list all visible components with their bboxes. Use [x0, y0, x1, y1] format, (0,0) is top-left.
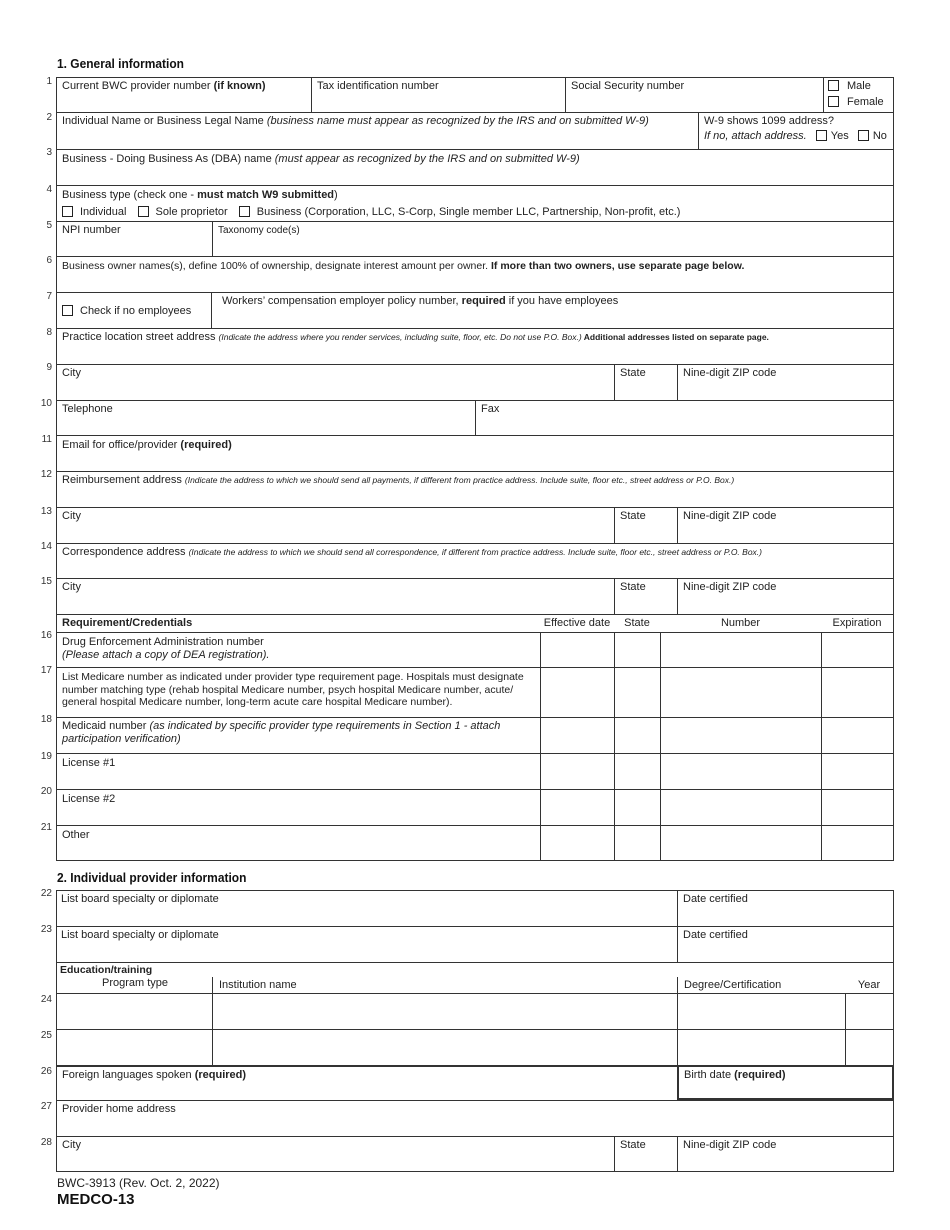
row-25 — [56, 1029, 894, 1065]
license1-expiration[interactable] — [821, 754, 893, 789]
row-number: 16 — [40, 630, 52, 641]
row-17 — [56, 667, 894, 717]
row-15 — [56, 578, 894, 614]
row-23 — [56, 926, 894, 962]
medicare-state[interactable] — [614, 668, 660, 717]
row-number: 12 — [40, 469, 52, 480]
education-year-header: Year — [857, 979, 881, 991]
state-field[interactable]: State — [614, 579, 677, 614]
row-20 — [56, 789, 894, 825]
row-4 — [56, 185, 894, 221]
license1-number[interactable] — [660, 754, 821, 789]
credentials-header — [56, 614, 894, 632]
state-field[interactable]: State — [614, 508, 677, 543]
board-specialty-field[interactable]: List board specialty or diplomate — [61, 929, 219, 941]
other-number[interactable] — [660, 826, 821, 860]
year-field[interactable] — [845, 1030, 893, 1065]
row-7 — [56, 292, 894, 328]
male-checkbox[interactable] — [828, 80, 839, 91]
row-6 — [56, 256, 894, 292]
row-22 — [56, 890, 894, 926]
row-number: 3 — [46, 147, 52, 158]
row-number: 20 — [40, 786, 52, 797]
medicaid-state[interactable] — [614, 718, 660, 753]
row-number: 11 — [41, 434, 52, 445]
row-number: 26 — [40, 1066, 52, 1077]
row-number: 5 — [46, 220, 52, 231]
row-number: 8 — [46, 327, 52, 338]
medicare-expiration[interactable] — [821, 668, 893, 717]
license1-effective-date[interactable] — [540, 754, 614, 789]
checkbox[interactable] — [62, 206, 73, 217]
dea-expiration[interactable] — [821, 633, 893, 667]
credentials-header-req: Requirement/Credentials — [62, 617, 193, 629]
row-number: 13 — [40, 506, 52, 517]
no-employees-option[interactable]: Check if no employees — [57, 293, 211, 328]
business-type-individual[interactable]: Individual — [62, 206, 126, 219]
medicare-effective-date[interactable] — [540, 668, 614, 717]
date-certified-field[interactable]: Date certified — [677, 927, 893, 962]
medicare-label: List Medicare number as indicated under provider type requirement page. Hospitals must designate number matching type (rehab hospital Medicare number, psych hospital Medicare number, acute/ general hospital Medicare number, long-term acute care hospital Medicare number). — [62, 671, 524, 708]
license2-state[interactable] — [614, 790, 660, 825]
birth-date-field[interactable]: Birth date (required) — [677, 1067, 893, 1100]
row-number: 25 — [40, 1030, 52, 1041]
row-number: 6 — [46, 255, 52, 266]
row-21 — [56, 825, 894, 861]
w9-no-checkbox[interactable] — [858, 130, 869, 141]
row-number: 2 — [46, 112, 52, 123]
row-16 — [56, 632, 894, 667]
ssn-field[interactable]: Social Security number — [565, 78, 823, 112]
row-number: 14 — [40, 541, 52, 552]
degree-field[interactable] — [677, 1030, 845, 1065]
medicaid-expiration[interactable] — [821, 718, 893, 753]
education-header — [56, 962, 894, 993]
row-13 — [56, 507, 894, 543]
no-employees-checkbox[interactable] — [62, 305, 73, 316]
foreign-languages-field[interactable]: Foreign languages spoken (required) — [62, 1069, 247, 1081]
program-type-field[interactable] — [57, 1030, 212, 1065]
section2-title: 2. Individual provider information — [57, 870, 247, 885]
row-2 — [56, 112, 894, 149]
other-state[interactable] — [614, 826, 660, 860]
state-field[interactable]: State — [614, 365, 677, 400]
education-institution-header: Institution name — [212, 977, 677, 993]
dea-state[interactable] — [614, 633, 660, 667]
row-number: 9 — [46, 362, 52, 373]
taxonomy-field[interactable]: Taxonomy code(s) — [212, 222, 893, 256]
provider-number-field[interactable]: Current BWC provider number (if known) — [62, 80, 266, 92]
row-number: 27 — [40, 1101, 52, 1112]
row-number: 10 — [40, 398, 52, 409]
other-expiration[interactable] — [821, 826, 893, 860]
row-number: 18 — [40, 714, 52, 725]
credentials-header-state: State — [624, 617, 650, 629]
business-type-sole-proprietor[interactable]: Sole proprietor — [138, 206, 228, 219]
row-5 — [56, 221, 894, 256]
board-specialty-field[interactable]: List board specialty or diplomate — [61, 893, 219, 905]
row-12 — [56, 471, 894, 507]
city-field[interactable]: City — [62, 581, 81, 593]
policy-number-field[interactable]: Workers’ compensation employer policy number, required if you have employees — [211, 293, 893, 328]
row-1 — [56, 77, 894, 112]
row-number: 28 — [40, 1137, 52, 1148]
row-number: 22 — [40, 888, 52, 899]
row-number: 7 — [46, 291, 52, 302]
row-3 — [56, 149, 894, 185]
form-code: MEDCO-13 — [57, 1191, 135, 1208]
zip-field[interactable]: Nine-digit ZIP code — [677, 365, 893, 400]
medicare-number[interactable] — [660, 668, 821, 717]
institution-name-field[interactable] — [212, 1030, 677, 1065]
dea-effective-date[interactable] — [540, 633, 614, 667]
license2-label: License #2 — [62, 793, 116, 805]
license1-state[interactable] — [614, 754, 660, 789]
row-number: 21 — [40, 822, 52, 833]
zip-field[interactable]: Nine-digit ZIP code — [677, 1137, 893, 1171]
practice-address-field[interactable]: Practice location street address (Indicate the address where you render services, including suite, floor, etc. Do not use P.O. Box.) Additional addresses listed on separate page. — [62, 331, 769, 343]
row-8 — [56, 328, 894, 364]
row-number: 4 — [46, 184, 52, 195]
city-field[interactable]: City — [62, 367, 81, 379]
telephone-field[interactable]: Telephone — [62, 403, 113, 415]
medicaid-effective-date[interactable] — [540, 718, 614, 753]
city-field[interactable]: City — [62, 510, 81, 522]
business-type-group: Business type (check one - must match W9 submitted) Individual Sole proprietor Business (Corporation, LLC, S-Corp, Single member LLC, Partnership, Non-profit, etc.) — [62, 189, 681, 218]
degree-field[interactable] — [677, 994, 845, 1029]
credentials-header-exp: Expiration — [832, 617, 882, 629]
row-9 — [56, 364, 894, 400]
dba-field[interactable]: Business - Doing Business As (DBA) name (must appear as recognized by the IRS and on submitted W-9) — [62, 153, 580, 165]
female-option[interactable]: Female — [828, 96, 889, 109]
row-number: 23 — [40, 924, 52, 935]
row-number: 24 — [40, 994, 52, 1005]
row-14 — [56, 543, 894, 578]
dea-label: Drug Enforcement Administration number (Please attach a copy of DEA registration). — [62, 636, 270, 661]
female-checkbox[interactable] — [828, 96, 839, 107]
row-number: 17 — [40, 665, 52, 676]
checkbox[interactable] — [239, 206, 250, 217]
correspondence-address-field[interactable]: Correspondence address (Indicate the address to which we should send all correspondence, if different from practice address. Include suite, floor etc., street address or P.O. Box.) — [62, 546, 762, 558]
email-field[interactable]: Email for office/provider (required) — [62, 439, 232, 451]
institution-name-field[interactable] — [212, 994, 677, 1029]
medicaid-label: Medicaid number (as indicated by specific provider type requirements in Section 1 - attach participation verification) — [62, 720, 501, 745]
home-address-field[interactable]: Provider home address — [62, 1103, 176, 1115]
license1-label: License #1 — [62, 757, 116, 769]
gender-options — [823, 78, 893, 112]
male-option[interactable]: Male — [828, 80, 889, 93]
zip-field[interactable]: Nine-digit ZIP code — [677, 579, 893, 614]
row-27 — [56, 1100, 894, 1136]
state-field[interactable]: State — [614, 1137, 677, 1171]
year-field[interactable] — [845, 994, 893, 1029]
npi-field[interactable]: NPI number — [62, 224, 121, 236]
legal-name-field[interactable]: Individual Name or Business Legal Name (business name must appear as recognized by the IRS and on submitted W-9) — [62, 115, 649, 127]
row-number: 19 — [40, 751, 52, 762]
row-18 — [56, 717, 894, 753]
license2-number[interactable] — [660, 790, 821, 825]
row-26 — [56, 1065, 894, 1100]
education-degree-header: Degree/Certification — [677, 977, 845, 993]
zip-field[interactable]: Nine-digit ZIP code — [677, 508, 893, 543]
business-type-business[interactable]: Business (Corporation, LLC, S-Corp, Single member LLC, Partnership, Non-profit, etc.) — [239, 206, 681, 219]
date-certified-field[interactable]: Date certified — [677, 891, 893, 926]
program-type-field[interactable] — [57, 994, 212, 1029]
row-28 — [56, 1136, 894, 1172]
row-number: 1 — [46, 76, 52, 87]
other-effective-date[interactable] — [540, 826, 614, 860]
tax-id-field[interactable]: Tax identification number — [311, 78, 565, 112]
row-10 — [56, 400, 894, 435]
fax-field[interactable]: Fax — [475, 401, 893, 435]
education-program-header: Education/training Program type — [60, 964, 169, 989]
credentials-header-eff: Effective date — [543, 617, 611, 629]
dea-number[interactable] — [660, 633, 821, 667]
credentials-header-number: Number — [720, 617, 761, 629]
row-11 — [56, 435, 894, 471]
row-19 — [56, 753, 894, 789]
city-field[interactable]: City — [62, 1139, 81, 1151]
w9-question: W-9 shows 1099 address? If no, attach address. Yes No — [698, 113, 893, 149]
license2-expiration[interactable] — [821, 790, 893, 825]
other-label: Other — [62, 829, 90, 841]
row-number: 15 — [40, 576, 52, 587]
license2-effective-date[interactable] — [540, 790, 614, 825]
row-24 — [56, 993, 894, 1029]
form-number: BWC-3913 (Rev. Oct. 2, 2022) — [57, 1176, 220, 1190]
checkbox[interactable] — [138, 206, 149, 217]
owners-field[interactable]: Business owner names(s), define 100% of ownership, designate interest amount per owner. If more than two owners, use separate page below. — [62, 260, 745, 272]
reimbursement-address-field[interactable]: Reimbursement address (Indicate the address to which we should send all payments, if different from practice address. Include suite, floor etc., street address or P.O. Box.) — [62, 474, 735, 486]
w9-yes-checkbox[interactable] — [816, 130, 827, 141]
medicaid-number[interactable] — [660, 718, 821, 753]
section1-title: 1. General information — [57, 56, 184, 71]
